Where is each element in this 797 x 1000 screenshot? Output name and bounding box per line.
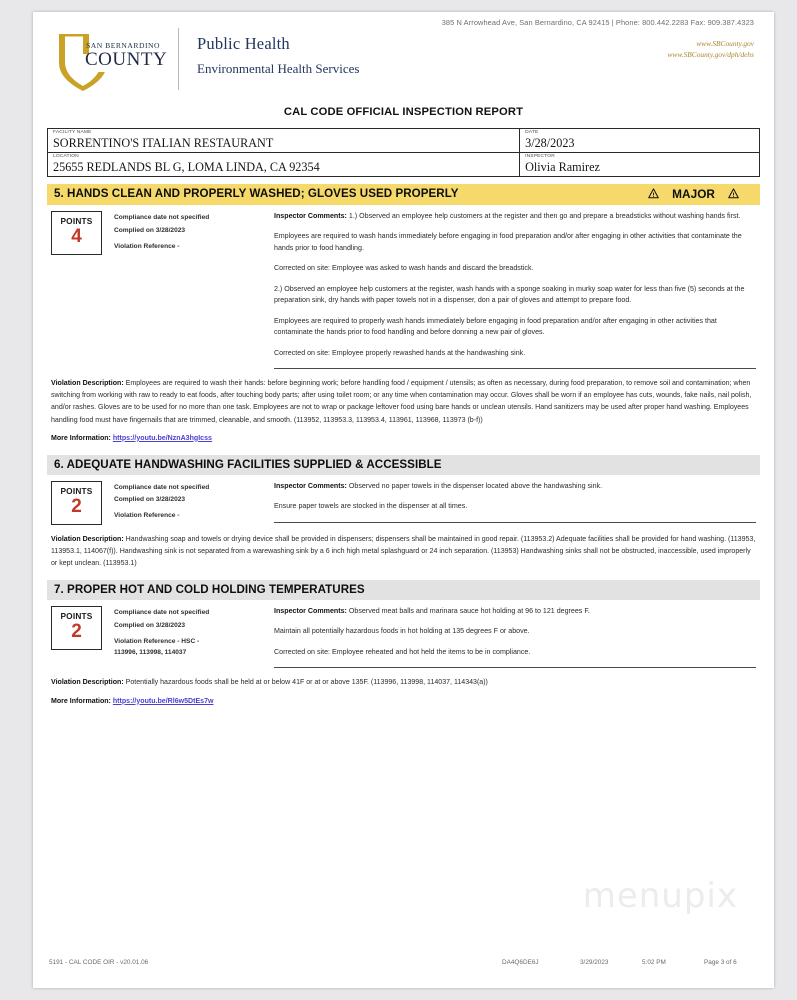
violation-reference: Violation Reference - HSC - bbox=[114, 637, 200, 645]
violation-section-6 bbox=[45, 455, 762, 580]
footer-time: 5:02 PM bbox=[642, 959, 666, 966]
warning-triangle-icon bbox=[648, 188, 659, 199]
inspector-comments-6 bbox=[268, 480, 760, 523]
violation-reference: Violation Reference - bbox=[114, 512, 180, 520]
violation-reference: Violation Reference - bbox=[114, 242, 180, 250]
points-label: POINTS bbox=[60, 215, 93, 226]
menupix-watermark: menupix bbox=[582, 876, 738, 916]
violation-banner-5 bbox=[47, 184, 760, 205]
violation-body-5 bbox=[47, 205, 760, 442]
comments-divider bbox=[274, 368, 756, 369]
violation-banner-7 bbox=[47, 580, 760, 600]
inspector-comments-5 bbox=[268, 210, 760, 369]
violation-banner-6 bbox=[47, 455, 760, 475]
document-footer bbox=[45, 959, 762, 966]
logo-top-text: SAN BERNARDINO bbox=[86, 41, 160, 50]
inspector-label: INSPECTOR bbox=[525, 153, 555, 159]
compliance-info-7 bbox=[102, 605, 268, 658]
inspector-comment-paragraph: Maintain all potentially hazardous foods in hot holding at 135 degrees F or above. bbox=[274, 627, 530, 636]
san-bernardino-county-logo bbox=[53, 28, 168, 92]
inspector-comments-label: Inspector Comments: bbox=[274, 481, 347, 490]
warning-triangle-icon bbox=[728, 188, 739, 199]
inspector-comments-first: Inspector Comments: Observed meat balls and marinara sauce hot holding at 96 to 121 degrees F. bbox=[274, 606, 590, 615]
more-information-label: More Information: bbox=[51, 434, 113, 442]
section-spacer bbox=[45, 705, 762, 718]
inspector-comment-paragraph: Corrected on site: Employee reheated and hot held the items to be in compliance. bbox=[274, 647, 531, 656]
section-spacer bbox=[45, 442, 762, 455]
inspector-comment-paragraph: 2.) Observed an employee help customers at the register, wash hands with a sponge soaking in murky soap water for less than five (5) seconds at the preparation sink, dry hands with paper towels not in a dispenser, don a pair of gloves and attempt to prepare food. bbox=[274, 284, 745, 305]
department-line-2: Environmental Health Services bbox=[197, 61, 360, 76]
department-name bbox=[197, 34, 359, 77]
agency-contact-info: 385 N Arrowhead Ave, San Bernardino, CA 92415 | Phone: 800.442.2283 Fax: 909.387.4323 bbox=[441, 18, 754, 27]
inspector-comment-paragraph: Employees are required to properly wash hands immediately before engaging in food preparation and/or after engaging in other activities that contaminate the hands prior to food handling and before donning a new pair of gloves. bbox=[274, 316, 717, 337]
violation-detail-row bbox=[47, 480, 760, 525]
inspector-comments-7 bbox=[268, 605, 760, 668]
points-box-7 bbox=[51, 606, 102, 650]
agency-websites bbox=[668, 38, 755, 60]
inspector-comments-first: Inspector Comments: 1.) Observed an employee help customers at the register and then go and prepare a breadsticks without washing hands first. bbox=[274, 211, 741, 220]
more-information-link[interactable]: https://youtu.be/NznA3hgIcss bbox=[112, 434, 212, 442]
inspector-value: Olivia Ramirez bbox=[525, 159, 600, 174]
facility-row-location bbox=[48, 152, 759, 176]
footer-code: DA4Q6DE6J bbox=[502, 959, 539, 966]
violation-title-5: 5. HANDS CLEAN AND PROPERLY WASHED; GLOVES USED PROPERLY bbox=[54, 187, 459, 201]
points-value: 2 bbox=[71, 495, 82, 517]
website-line-2: www.SBCounty.gov/dph/dehs bbox=[667, 50, 754, 60]
violation-body-7 bbox=[47, 600, 760, 705]
footer-page-number: Page 3 of 6 bbox=[704, 959, 737, 966]
points-box-5 bbox=[51, 211, 102, 255]
inspector-comment-paragraph: Employees are required to wash hands immediately before engaging in food preparation and/or after engaging in other activities that contaminate the hands prior to food handling. bbox=[274, 232, 742, 252]
more-information-label: More Information: bbox=[51, 697, 113, 705]
points-value: 4 bbox=[71, 225, 82, 247]
points-label: POINTS bbox=[60, 485, 93, 496]
logo-main-text: COUNTY bbox=[85, 49, 168, 70]
comments-divider bbox=[274, 522, 756, 523]
violation-description-label: Violation Description: bbox=[51, 380, 124, 388]
document-header bbox=[45, 12, 762, 98]
inspector-cell bbox=[520, 153, 759, 176]
violation-body-6 bbox=[47, 475, 760, 570]
footer-form-id: 5191 - CAL CODE OIR - v20.01.06 bbox=[49, 959, 149, 966]
section-spacer bbox=[45, 570, 762, 580]
website-line-1: www.SBCounty.gov bbox=[696, 39, 754, 48]
more-information-5 bbox=[51, 435, 756, 442]
violation-title-7: 7. PROPER HOT AND COLD HOLDING TEMPERATURES bbox=[54, 582, 365, 596]
page-title: CAL CODE OFFICIAL INSPECTION REPORT bbox=[283, 106, 524, 118]
complied-on: Complied on 3/28/2023 bbox=[114, 621, 186, 629]
points-label: POINTS bbox=[60, 610, 93, 621]
violation-detail-row bbox=[47, 210, 760, 369]
inspector-comments-first: Inspector Comments: Observed no paper towels in the dispenser located above the handwashing sink. bbox=[274, 481, 603, 490]
footer-date: 3/29/2023 bbox=[580, 959, 609, 966]
complied-on: Complied on 3/28/2023 bbox=[114, 226, 186, 234]
facility-location-cell bbox=[48, 153, 520, 176]
inspection-date-cell bbox=[520, 129, 759, 152]
inspector-comment-paragraph: Corrected on site: Employee was asked to wash hands and discard the breadstick. bbox=[274, 264, 534, 273]
points-box-6 bbox=[51, 481, 102, 525]
inspector-comments-label: Inspector Comments: bbox=[274, 606, 347, 615]
violation-description-label: Violation Description: bbox=[51, 679, 124, 687]
violation-title-6: 6. ADEQUATE HANDWASHING FACILITIES SUPPLIED & ACCESSIBLE bbox=[54, 457, 442, 471]
inspector-comment-paragraph: Corrected on site: Employee properly rewashed hands at the handwashing sink. bbox=[274, 348, 526, 357]
facility-row-name bbox=[48, 129, 759, 152]
inspector-comment-paragraph: Ensure paper towels are stocked in the dispenser at all times. bbox=[274, 502, 468, 511]
department-line-1: Public Health bbox=[197, 34, 290, 53]
inspection-date-value: 3/28/2023 bbox=[525, 135, 575, 150]
facility-name-label: FACILITY NAME bbox=[53, 130, 92, 135]
complied-on: Complied on 3/28/2023 bbox=[114, 496, 186, 504]
facility-info-table bbox=[47, 128, 760, 177]
facility-name-value: SORRENTINO'S ITALIAN RESTAURANT bbox=[53, 135, 274, 150]
points-value: 2 bbox=[71, 620, 82, 642]
violation-description-label: Violation Description: bbox=[51, 535, 124, 543]
compliance-info-5 bbox=[102, 210, 268, 254]
violation-section-7 bbox=[45, 580, 762, 718]
document-sheet bbox=[33, 12, 774, 988]
comments-divider bbox=[274, 667, 756, 668]
violation-section-5 bbox=[45, 184, 762, 455]
violation-detail-row bbox=[47, 605, 760, 668]
inspection-date-label: DATE bbox=[525, 130, 539, 135]
more-information-7 bbox=[51, 698, 756, 705]
compliance-date: Compliance date not specified bbox=[114, 213, 210, 221]
major-label: MAJOR bbox=[672, 186, 715, 201]
major-badge bbox=[648, 187, 753, 201]
compliance-info-6 bbox=[102, 480, 268, 524]
violations-container bbox=[45, 184, 762, 718]
violation-reference-codes: 113996, 113998, 114037 bbox=[114, 649, 187, 657]
inspector-comments-label: Inspector Comments: bbox=[274, 211, 347, 220]
violation-description-5: Violation Description: Employees are required to wash their hands: before beginning work; before handling food / equipment / utensils; as often as necessary, during food preparation, to remove soil and contamination; when switching from working with raw to ready to eat foods, after touching body parts; after using toilet room; or any time when contamination may occur. Gloves shall be worn if an employee has cuts, wounds, fake nails, nail polish, and/or rashes. Gloves are to be used for no more than one task. Employees are not to wrap or package leftover food using bare hands or unclean utensils. Hand sanitizers may be used after proper hand washing. Employees handling food must have fingernails that are trimmed, cleanable, and smooth. (113952, 113953.3, 113953.4, 113961, 113968, 113973 (b-f)) bbox=[51, 380, 752, 424]
facility-name-cell bbox=[48, 129, 520, 152]
logo-divider bbox=[178, 28, 179, 90]
more-information-link[interactable]: https://youtu.be/Rl6w5DtEs7w bbox=[112, 697, 214, 705]
compliance-date: Compliance date not specified bbox=[114, 483, 210, 491]
violation-description-6: Violation Description: Handwashing soap and towels or drying device shall be provided in dispensers; dispensers shall be maintained in good repair. (113953.2) Adequate facilities shall be provided for hand washing. (113953, 113953.1, 114067(f)). Handwashing sink is not separated from a warewashing sink by a 6 inch high metal splashguard or 24 inch separation. (113953) Handwashing sinks shall not be obstructed, inaccessible, used improperly or kept unclean. (113953.1) bbox=[51, 535, 756, 567]
facility-location-label: LOCATION bbox=[53, 153, 79, 159]
facility-location-value: 25655 REDLANDS BL G, LOMA LINDA, CA 92354 bbox=[53, 159, 320, 174]
compliance-date: Compliance date not specified bbox=[114, 608, 210, 616]
violation-description-7: Violation Description: Potentially hazardous foods shall be held at or below 41F or at or above 135F. (113996, 113998, 114037, 114343(a)) bbox=[51, 679, 488, 687]
